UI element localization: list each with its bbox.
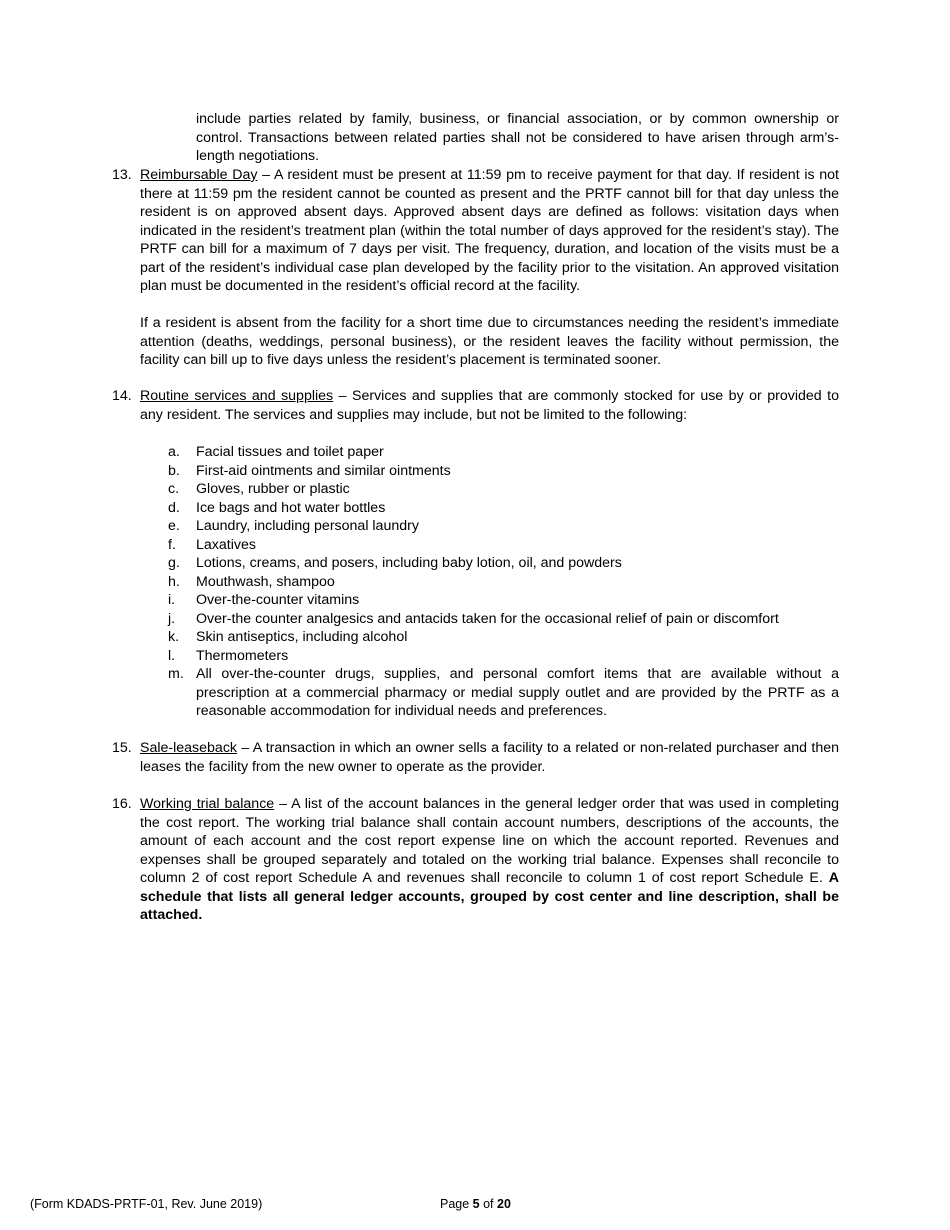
definition-text: – Services and supplies that are commonly stocked for use by or provided to any resident. The services and supplies may include, but not be limited to the following: <box>140 388 840 423</box>
list-item: c. Gloves, rubber or plastic <box>168 481 350 497</box>
item-paragraph <box>140 795 839 925</box>
list-item: j. Over-the counter analgesics and antacids taken for the occasional relief of pain or discomfort <box>168 610 779 627</box>
form-label: (Form KDADS-PRTF-01, Rev. June 2019) <box>30 1197 263 1211</box>
definition-term: Sale-leaseback <box>140 740 238 756</box>
definition-text: – A resident must be present at 11:59 pm to receive payment for that day. If resident is not there at 11:59 pm the resident cannot be counted as present and the PRTF cannot bill for that day unless the resident is on approved absent days. Approved absent days are defined as follows: visitation days when indicated in the resident’s treatment plan (within the total number of days approved for the resident’s stay). The PRTF can bill for a maximum of 7 days per visit. The frequency, duration, and location of the visits must be a part of the resident’s individual case plan developed by the facility prior to the visitation. An approved visitation plan must be documented in the resident’s official record at the facility. <box>140 167 839 294</box>
list-item: i. Over-the-counter vitamins <box>168 592 360 608</box>
item-number: 15. <box>112 740 132 756</box>
list-item: k. Skin antiseptics, including alcohol <box>168 629 408 645</box>
bold-requirement: A schedule that lists all general ledger accounts, grouped by cost center and line description, shall be attached. <box>140 870 839 923</box>
list-item: h. Mouthwash, shampoo <box>168 573 335 590</box>
definition-item-14 <box>112 387 839 424</box>
item-paragraph <box>140 739 839 776</box>
definition-item-13 <box>112 166 839 370</box>
page-number: Page 5 of 20 <box>440 1197 511 1211</box>
supplies-list <box>168 443 839 721</box>
list-item: m. All over-the-counter drugs, supplies, and personal comfort items that are available without a prescription at a commercial pharmacy or medial supply outlet and are provided by the PRTF as a reasonable accommodation for individual needs and preferences. <box>168 666 839 719</box>
item-paragraph <box>140 166 839 296</box>
item-number: 16. <box>112 796 132 812</box>
item-paragraph-2: If a resident is absent from the facility for a short time due to circumstances needing the resident’s immediate attention (deaths, weddings, personal business), or the resident leaves the facility without permission, the facility can bill up to five days unless the resident’s placement is terminated sooner. <box>140 315 839 368</box>
list-item: l. Thermometers <box>168 647 289 664</box>
list-item: g. Lotions, creams, and posers, including baby lotion, oil, and powders <box>168 555 622 571</box>
list-item: d. Ice bags and hot water bottles <box>168 499 386 516</box>
definition-term: Reimbursable Day <box>140 167 258 183</box>
definition-item-16 <box>112 795 839 925</box>
definition-text: – A list of the account balances in the general ledger order that was used in completing the cost report. The working trial balance shall contain account numbers, descriptions of the accounts, the amount of each account and the cost report expense line on which the account reported. Revenues and expenses shall be grouped separately and totaled on the working trial balance. Expenses shall reconcile to column 2 of cost report Schedule A and revenues shall reconcile to column 1 of cost report Schedule E. <box>140 796 840 886</box>
definition-item-15 <box>112 739 839 776</box>
continuation-paragraph: include parties related by family, business, or financial association, or by common ownership or control. Transactions between related parties shall not be considered to have arisen through arm’s-length negotiations. <box>196 111 839 164</box>
list-item: f. Laxatives <box>168 536 256 553</box>
definition-text: – A transaction in which an owner sells a facility to a related or non-related purchaser and then leases the facility from the new owner to operate as the provider. <box>140 740 839 775</box>
item-paragraph <box>140 387 839 424</box>
item-number: 13. <box>112 167 132 183</box>
list-item: b. First-aid ointments and similar ointments <box>168 462 451 479</box>
list-item: e. Laundry, including personal laundry <box>168 518 419 534</box>
definition-term: Routine services and supplies <box>140 388 334 404</box>
item-number: 14. <box>112 388 132 404</box>
list-item: a. Facial tissues and toilet paper <box>168 444 384 460</box>
definition-term: Working trial balance <box>140 796 275 812</box>
